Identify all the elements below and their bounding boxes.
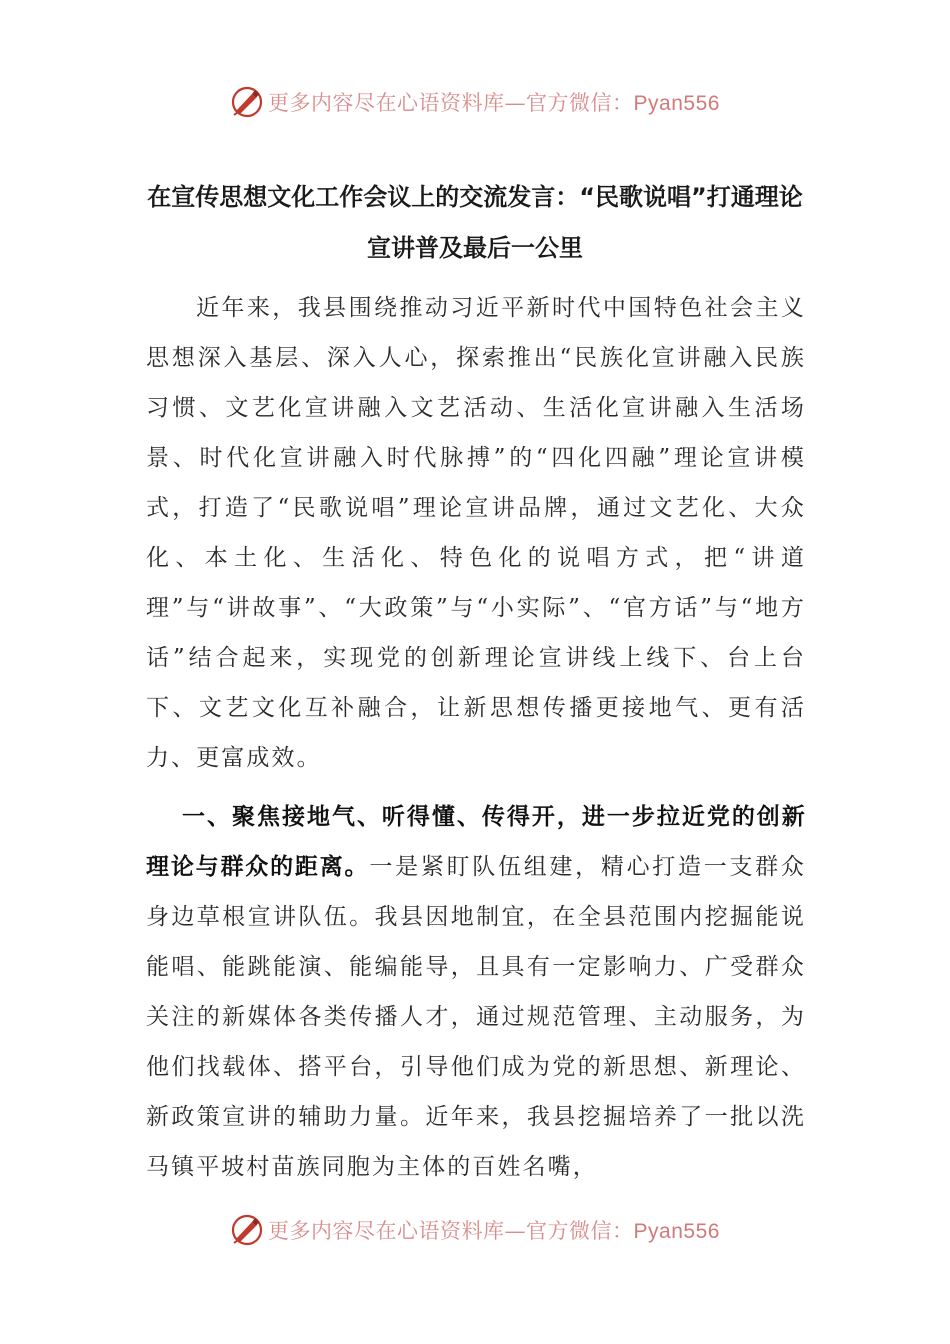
section-body-text: 一是紧盯队伍组建，精心打造一支群众身边草根宣讲队伍。我县因地制宜，在全县范围内挖掘能说能唱、能跳能演、能编能导，且具有一定影响力、广受群众关注的新媒体各类传播人才，通过规范管理、主动服务，为他们找载体、搭平台，引导他们成为党的新思想、新理论、新政策宣讲的辅助力量。近年来，我县挖掘培养了一批以洗马镇平坡村苗族同胞为主体的百姓名嘴，: [146, 854, 806, 1180]
watermark-text: 更多内容尽在心语资料库—官方微信：Pyan556: [268, 1219, 720, 1243]
watermark-banner-bottom: [0, 1210, 950, 1250]
watermark-text: 更多内容尽在心语资料库—官方微信：Pyan556: [268, 91, 720, 115]
body-paragraph: 近年来，我县围绕推动习近平新时代中国特色社会主义思想深入基层、深入人心，探索推出“民族化宣讲融入民族习惯、文艺化宣讲融入文艺活动、生活化宣讲融入生活场景、时代化宣讲融入时代脉搏”的“四化四融”理论宣讲模式，打造了“民歌说唱”理论宣讲品牌，通过文艺化、大众化、本土化、生活化、特色化的说唱方式，把“讲道理”与“讲故事”、“大政策”与“小实际”、“官方话”与“地方话”结合起来，实现党的创新理论宣讲线上线下、台上台下、文艺文化互补融合，让新思想传播更接地气、更有活力、更富成效。: [146, 295, 806, 771]
pen-logo-icon: [230, 85, 264, 119]
section-heading: 一、聚焦接地气、听得懂、传得开，进一步拉近党的创新理论与群众的距离。: [146, 804, 806, 880]
section-paragraph: [146, 792, 806, 1192]
document-title: 在宣传思想文化工作会议上的交流发言：“民歌说唱”打通理论宣讲普及最后一公里: [147, 183, 803, 262]
watermark-banner-top: [0, 82, 950, 122]
pen-logo-icon: [230, 1213, 264, 1247]
